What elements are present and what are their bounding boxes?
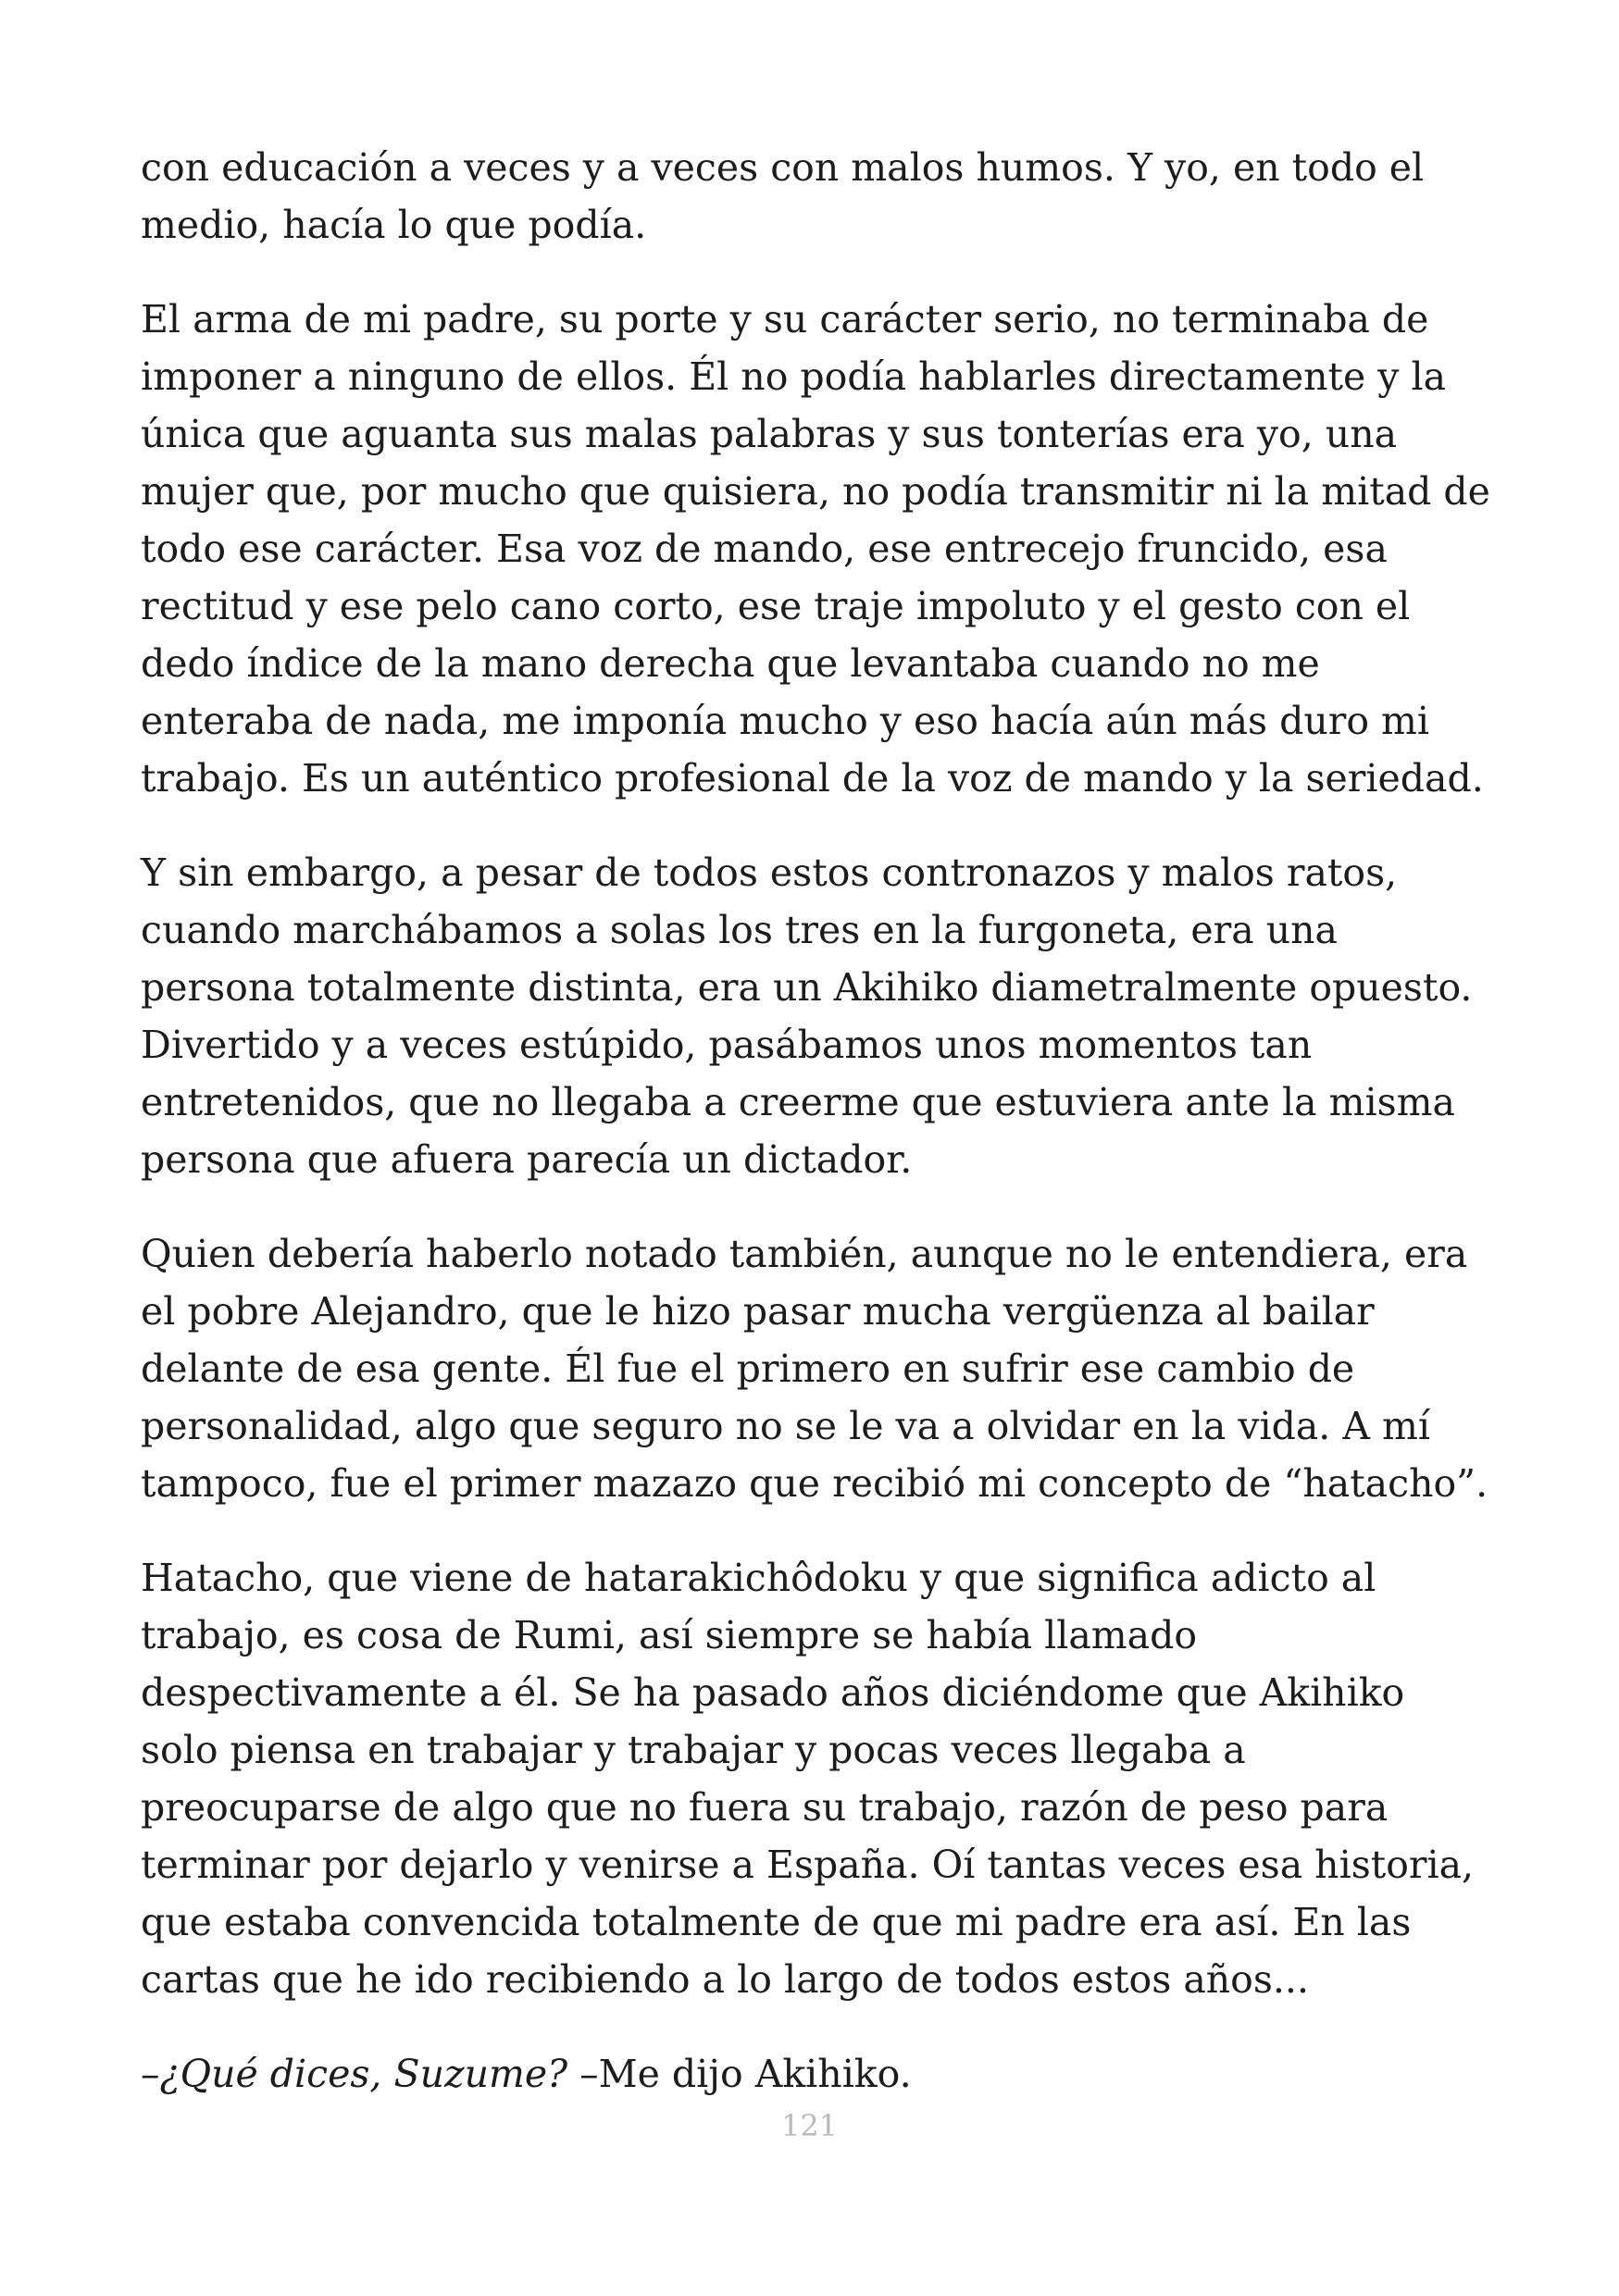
paragraph-3: Y sin embargo, a pesar de todos estos contronazos y malos ratos, cuando marchábamos a solas los tres en la furgoneta, era una persona totalmente distinta, era un Akihiko diametralmente opuesto. Divertido y a veces estúpido, pasábamos unos momentos tan entretenidos, que no llegaba a creerme que estuviera ante la misma persona que afuera parecía un dictador. (141, 850, 1473, 1182)
paragraph-4: Quien debería haberlo notado también, aunque no le entendiera, era el pobre Alejandro, que le hizo pasar mucha vergüenza al bailar delante de esa gente. Él fue el primero en sufrir ese cambio de personalidad, algo que seguro no se le va a olvidar en la vida. A mí tampoco, fue el primer mazazo que recibió mi concepto de “hatacho”. (141, 1232, 1488, 1506)
body-text (141, 139, 1492, 2103)
dialogue-italic: –¿Qué dices, Suzume? (141, 2052, 568, 2096)
page-number: 121 (780, 2108, 839, 2143)
paragraph-2: El arma de mi padre, su porte y su carácter serio, no terminaba de imponer a ninguno de ellos. Él no podía hablarles directamente y la única que aguanta sus malas palabras y sus tonterías era yo, una mujer que, por mucho que quisiera, no podía transmitir ni la mitad de todo ese carácter. Esa voz de mando, ese entrecejo fruncido, esa rectitud y ese pelo cano corto, ese traje impoluto y el gesto con el dedo índice de la mano derecha que levantaba cuando no me enteraba de nada, me imponía mucho y eso hacía aún más duro mi trabajo. Es un auténtico profesional de la voz de mando y la seriedad. (141, 297, 1490, 800)
dialogue-line (141, 2045, 1492, 2103)
paragraph-1: con educación a veces y a veces con malos humos. Y yo, en todo el medio, hacía lo que podía. (141, 145, 1425, 247)
dialogue-attribution: –Me dijo Akihiko. (567, 2052, 912, 2096)
paragraph-5: Hatacho, que viene de hatarakichôdoku y que significa adicto al trabajo, es cosa de Rumi, así siempre se había llamado despectivamente a él. Se ha pasado años diciéndome que Akihiko solo piensa en trabajar y trabajar y pocas veces llegaba a preocuparse de algo que no fuera su trabajo, razón de peso para terminar por dejarlo y venirse a España. Oí tantas veces esa historia, que estaba convencida totalmente de que mi padre era así. En las cartas que he ido recibiendo a lo largo de todos estos años... (141, 1556, 1475, 2002)
